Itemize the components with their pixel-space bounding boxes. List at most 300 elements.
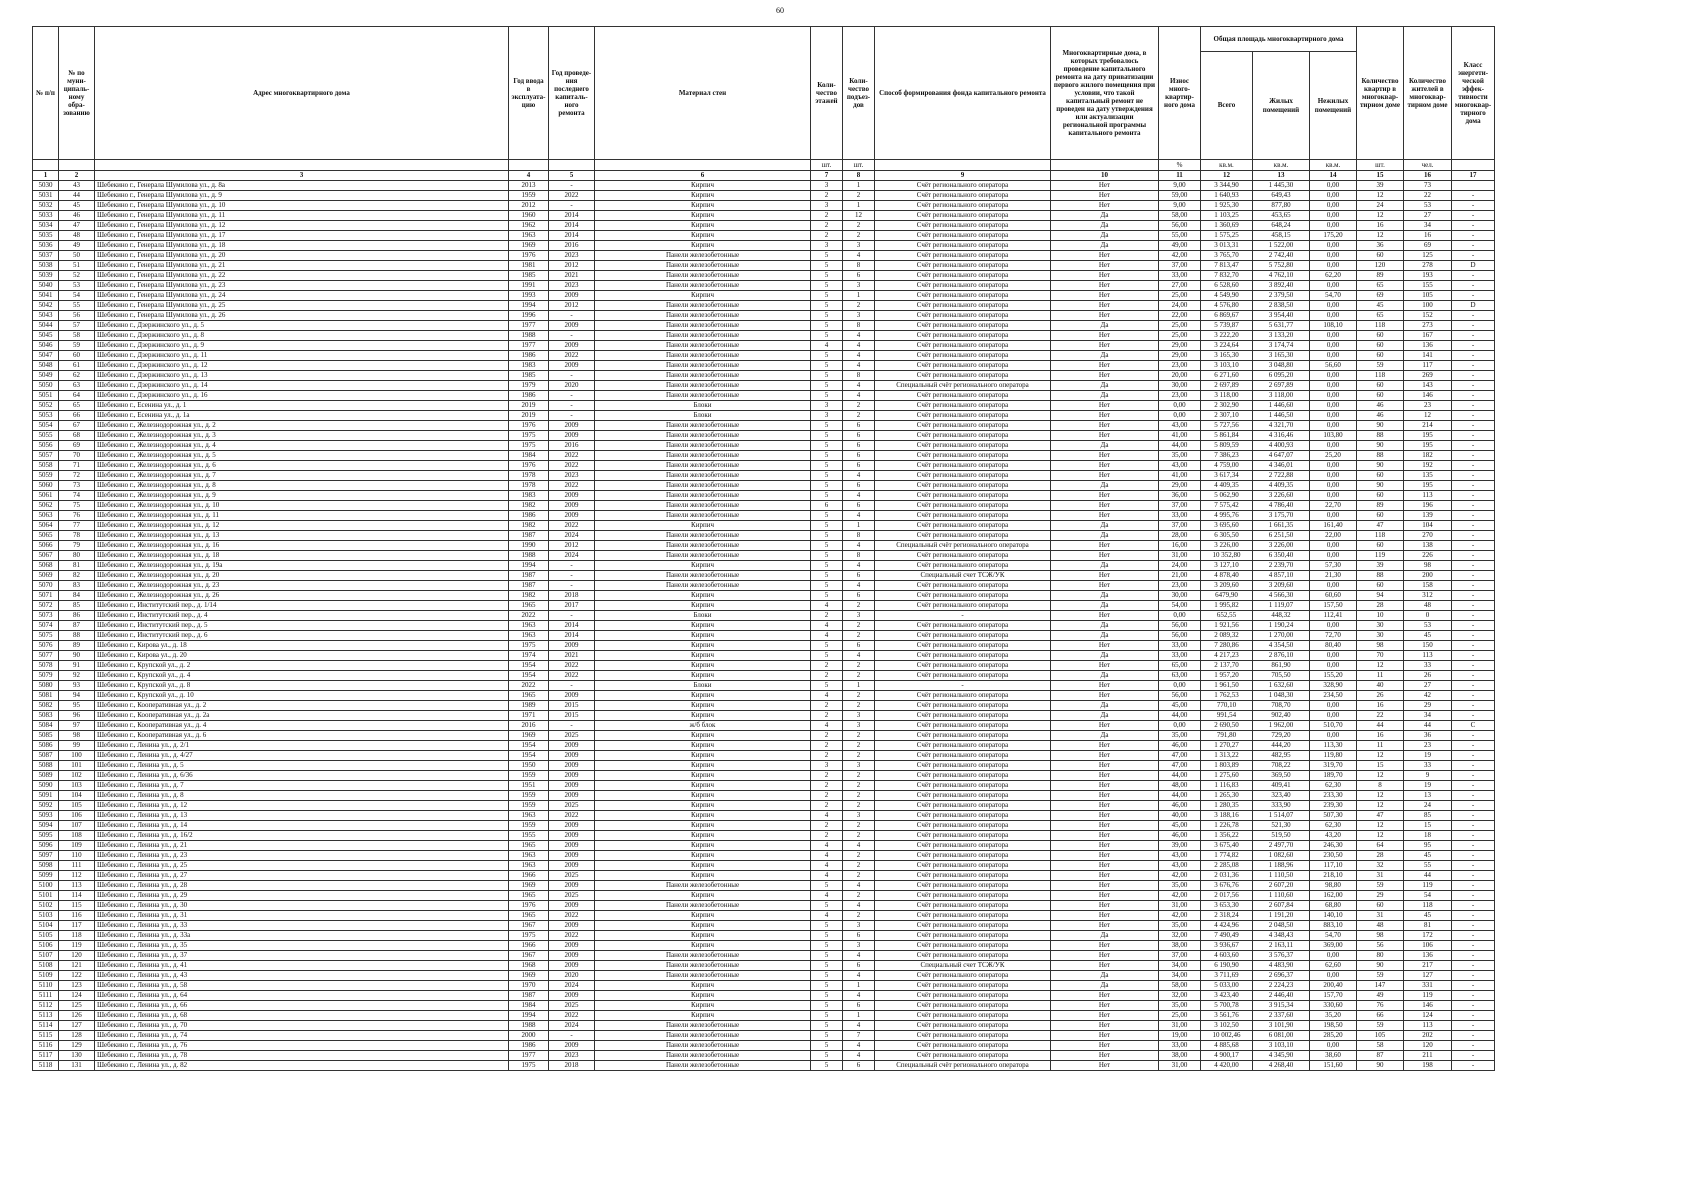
area-residential-cell: 369,50 xyxy=(1253,771,1310,781)
wear-percent-cell: 29,00 xyxy=(1159,341,1201,351)
residents-cell: 195 xyxy=(1404,441,1452,451)
last-repair-year-cell: 2022 xyxy=(549,931,595,941)
entrances-cell: 2 xyxy=(843,191,875,201)
area-nonresidential-cell: 510,70 xyxy=(1310,721,1357,731)
wear-percent-cell: 44,00 xyxy=(1159,711,1201,721)
residents-cell: 198 xyxy=(1404,1061,1452,1071)
apartments-cell: 98 xyxy=(1357,931,1404,941)
area-residential-cell: 4 786,40 xyxy=(1253,501,1310,511)
municipal-number-cell: 64 xyxy=(59,391,95,401)
table-row xyxy=(33,191,1495,201)
energy-class-cell: - xyxy=(1452,881,1495,891)
entrances-cell: 3 xyxy=(843,921,875,931)
apartments-cell: 69 xyxy=(1357,291,1404,301)
last-repair-year-cell: 2025 xyxy=(549,731,595,741)
table-row xyxy=(33,781,1495,791)
address-cell: Шебекино г., Железнодорожная ул., д. 3 xyxy=(95,431,509,441)
last-repair-year-cell: 2009 xyxy=(549,491,595,501)
area-total-cell: 1 265,30 xyxy=(1201,791,1253,801)
year-built-cell: 1968 xyxy=(509,961,549,971)
floors-cell: 2 xyxy=(811,821,843,831)
column-number-cell: 12 xyxy=(1201,171,1253,181)
repair-required-cell: Нет xyxy=(1051,271,1159,281)
table-row xyxy=(33,421,1495,431)
residents-cell: 136 xyxy=(1404,951,1452,961)
wall-material-cell: Кирпич xyxy=(595,631,811,641)
entrances-cell: 4 xyxy=(843,901,875,911)
row-index-cell: 5113 xyxy=(33,1011,59,1021)
row-index-cell: 5051 xyxy=(33,391,59,401)
year-built-cell: 2019 xyxy=(509,411,549,421)
fund-method-cell: Счёт регионального оператора xyxy=(875,581,1051,591)
residents-cell: 9 xyxy=(1404,771,1452,781)
area-nonresidential-cell: 0,00 xyxy=(1310,951,1357,961)
residents-cell: 193 xyxy=(1404,271,1452,281)
area-residential-cell: 4 268,40 xyxy=(1253,1061,1310,1071)
entrances-cell: 4 xyxy=(843,561,875,571)
repair-required-cell: Нет xyxy=(1051,751,1159,761)
row-index-cell: 5035 xyxy=(33,231,59,241)
energy-class-cell: - xyxy=(1452,1021,1495,1031)
floors-cell: 3 xyxy=(811,401,843,411)
wall-material-cell: Кирпич xyxy=(595,671,811,681)
wear-percent-cell: 34,00 xyxy=(1159,971,1201,981)
wear-percent-cell: 43,00 xyxy=(1159,851,1201,861)
table-row xyxy=(33,701,1495,711)
municipal-number-cell: 74 xyxy=(59,491,95,501)
floors-cell: 2 xyxy=(811,731,843,741)
last-repair-year-cell: 2009 xyxy=(549,851,595,861)
area-total-cell: 2 089,32 xyxy=(1201,631,1253,641)
last-repair-year-cell: 2024 xyxy=(549,981,595,991)
area-total-cell: 6 528,60 xyxy=(1201,281,1253,291)
last-repair-year-cell: 2009 xyxy=(549,991,595,1001)
area-residential-cell: 4 762,10 xyxy=(1253,271,1310,281)
residents-cell: 98 xyxy=(1404,561,1452,571)
energy-class-cell: - xyxy=(1452,801,1495,811)
floors-cell: 5 xyxy=(811,1041,843,1051)
year-built-cell: 1963 xyxy=(509,231,549,241)
repair-required-cell: Нет xyxy=(1051,1001,1159,1011)
apartments-cell: 36 xyxy=(1357,241,1404,251)
area-nonresidential-cell: 0,00 xyxy=(1310,251,1357,261)
table-row xyxy=(33,471,1495,481)
entrances-cell: 2 xyxy=(843,671,875,681)
fund-method-cell: Счёт регионального оператора xyxy=(875,231,1051,241)
wear-percent-cell: 34,00 xyxy=(1159,961,1201,971)
apartments-cell: 120 xyxy=(1357,261,1404,271)
wear-percent-cell: 33,00 xyxy=(1159,641,1201,651)
address-cell: Шебекино г., Дзержинского ул., д. 16 xyxy=(95,391,509,401)
residents-cell: 278 xyxy=(1404,261,1452,271)
wall-material-cell: Блоки xyxy=(595,401,811,411)
wall-material-cell: Панели железобетонные xyxy=(595,391,811,401)
address-cell: Шебекино г., Железнодорожная ул., д. 6 xyxy=(95,461,509,471)
municipal-number-cell: 90 xyxy=(59,651,95,661)
address-cell: Шебекино г., Крупской ул., д. 10 xyxy=(95,691,509,701)
area-residential-cell: 1 110,50 xyxy=(1253,871,1310,881)
unit-cell xyxy=(1051,160,1159,171)
area-total-cell: 791,80 xyxy=(1201,731,1253,741)
fund-method-cell: Счёт регионального оператора xyxy=(875,371,1051,381)
fund-method-cell: Счёт регионального оператора xyxy=(875,641,1051,651)
wear-percent-cell: 35,00 xyxy=(1159,1001,1201,1011)
area-nonresidential-cell: 507,30 xyxy=(1310,811,1357,821)
wall-material-cell: Кирпич xyxy=(595,181,811,191)
last-repair-year-cell: 2023 xyxy=(549,1051,595,1061)
row-index-cell: 5114 xyxy=(33,1021,59,1031)
municipal-number-cell: 97 xyxy=(59,721,95,731)
table-row xyxy=(33,771,1495,781)
wear-percent-cell: 44,00 xyxy=(1159,441,1201,451)
address-cell: Шебекино г., Железнодорожная ул., д. 11 xyxy=(95,511,509,521)
wall-material-cell: Кирпич xyxy=(595,801,811,811)
area-nonresidential-cell: 319,70 xyxy=(1310,761,1357,771)
energy-class-cell: - xyxy=(1452,601,1495,611)
apartments-cell: 65 xyxy=(1357,311,1404,321)
area-nonresidential-cell: 230,50 xyxy=(1310,851,1357,861)
energy-class-cell: - xyxy=(1452,1031,1495,1041)
last-repair-year-cell: 2009 xyxy=(549,961,595,971)
table-row xyxy=(33,1051,1495,1061)
energy-class-cell: - xyxy=(1452,821,1495,831)
area-residential-cell: 1 082,60 xyxy=(1253,851,1310,861)
floors-cell: 5 xyxy=(811,951,843,961)
residents-cell: 13 xyxy=(1404,791,1452,801)
row-index-cell: 5066 xyxy=(33,541,59,551)
year-built-cell: 1954 xyxy=(509,671,549,681)
residents-cell: 195 xyxy=(1404,431,1452,441)
fund-method-cell: Счёт регионального оператора xyxy=(875,951,1051,961)
table-row xyxy=(33,571,1495,581)
area-total-cell: 1 275,60 xyxy=(1201,771,1253,781)
header-apartments: Количество квартир в многоквар-тирном доме xyxy=(1357,27,1404,160)
residents-cell: 172 xyxy=(1404,931,1452,941)
entrances-cell: 6 xyxy=(843,641,875,651)
last-repair-year-cell: 2009 xyxy=(549,781,595,791)
municipal-number-cell: 66 xyxy=(59,411,95,421)
wear-percent-cell: 56,00 xyxy=(1159,631,1201,641)
wear-percent-cell: 32,00 xyxy=(1159,991,1201,1001)
wall-material-cell: Кирпич xyxy=(595,211,811,221)
municipal-number-cell: 53 xyxy=(59,281,95,291)
row-index-cell: 5118 xyxy=(33,1061,59,1071)
area-nonresidential-cell: 60,60 xyxy=(1310,591,1357,601)
address-cell: Шебекино г., Железнодорожная ул., д. 10 xyxy=(95,501,509,511)
fund-method-cell: Счёт регионального оператора xyxy=(875,1001,1051,1011)
apartments-cell: 60 xyxy=(1357,341,1404,351)
column-number-cell: 15 xyxy=(1357,171,1404,181)
area-residential-cell: 729,20 xyxy=(1253,731,1310,741)
address-cell: Шебекино г., Ленина ул., д. 7 xyxy=(95,781,509,791)
floors-cell: 5 xyxy=(811,921,843,931)
fund-method-cell: Счёт регионального оператора xyxy=(875,481,1051,491)
table-row xyxy=(33,861,1495,871)
area-nonresidential-cell: 246,30 xyxy=(1310,841,1357,851)
energy-class-cell: - xyxy=(1452,481,1495,491)
municipal-number-cell: 102 xyxy=(59,771,95,781)
wall-material-cell: Панели железобетонные xyxy=(595,281,811,291)
wear-percent-cell: 0,00 xyxy=(1159,611,1201,621)
energy-class-cell: - xyxy=(1452,401,1495,411)
residents-cell: 23 xyxy=(1404,401,1452,411)
row-index-cell: 5089 xyxy=(33,771,59,781)
floors-cell: 5 xyxy=(811,941,843,951)
year-built-cell: 1977 xyxy=(509,1051,549,1061)
address-cell: Шебекино г., Генерала Шумилова ул., д. 24 xyxy=(95,291,509,301)
repair-required-cell: Нет xyxy=(1051,741,1159,751)
last-repair-year-cell: 2009 xyxy=(549,421,595,431)
repair-required-cell: Да xyxy=(1051,391,1159,401)
area-nonresidential-cell: 98,80 xyxy=(1310,881,1357,891)
entrances-cell: 3 xyxy=(843,311,875,321)
apartments-cell: 60 xyxy=(1357,541,1404,551)
residents-cell: 182 xyxy=(1404,451,1452,461)
row-index-cell: 5105 xyxy=(33,931,59,941)
table-row xyxy=(33,311,1495,321)
energy-class-cell: - xyxy=(1452,241,1495,251)
wall-material-cell: Панели железобетонные xyxy=(595,511,811,521)
apartments-cell: 80 xyxy=(1357,951,1404,961)
energy-class-cell: - xyxy=(1452,321,1495,331)
table-row xyxy=(33,1021,1495,1031)
area-total-cell: 4 995,76 xyxy=(1201,511,1253,521)
last-repair-year-cell: 2022 xyxy=(549,521,595,531)
area-nonresidential-cell: 72,70 xyxy=(1310,631,1357,641)
table-row xyxy=(33,211,1495,221)
year-built-cell: 1990 xyxy=(509,541,549,551)
wall-material-cell: Панели железобетонные xyxy=(595,311,811,321)
area-total-cell: 3 222,20 xyxy=(1201,331,1253,341)
row-index-cell: 5055 xyxy=(33,431,59,441)
address-cell: Шебекино г., Генерала Шумилова ул., д. 11 xyxy=(95,211,509,221)
energy-class-cell: - xyxy=(1452,921,1495,931)
year-built-cell: 1996 xyxy=(509,311,549,321)
area-total-cell: 10 002,46 xyxy=(1201,1031,1253,1041)
address-cell: Шебекино г., Ленина ул., д. 41 xyxy=(95,961,509,971)
floors-cell: 5 xyxy=(811,371,843,381)
entrances-cell: 4 xyxy=(843,381,875,391)
address-cell: Шебекино г., Ленина ул., д. 31 xyxy=(95,911,509,921)
column-number-cell: 6 xyxy=(595,171,811,181)
wall-material-cell: Панели железобетонные xyxy=(595,261,811,271)
table-row xyxy=(33,961,1495,971)
area-residential-cell: 3 209,60 xyxy=(1253,581,1310,591)
area-residential-cell: 4 400,93 xyxy=(1253,441,1310,451)
address-cell: Шебекино г., Ленина ул., д. 70 xyxy=(95,1021,509,1031)
row-index-cell: 5061 xyxy=(33,491,59,501)
wear-percent-cell: 42,00 xyxy=(1159,891,1201,901)
year-built-cell: 1987 xyxy=(509,991,549,1001)
energy-class-cell: - xyxy=(1452,291,1495,301)
row-index-cell: 5117 xyxy=(33,1051,59,1061)
area-total-cell: 1 921,56 xyxy=(1201,621,1253,631)
header-repair-required: Многоквартирные дома, в которых требовалось проведение капитального ремонта на дату приватизации первого жилого помещения при условии, что такой капитальный ремонт не проведен на дату утверждения или актуализации региональной программы капитального ремонта xyxy=(1051,27,1159,160)
row-index-cell: 5109 xyxy=(33,971,59,981)
fund-method-cell: Счёт регионального оператора xyxy=(875,1021,1051,1031)
entrances-cell: 3 xyxy=(843,281,875,291)
repair-required-cell: Нет xyxy=(1051,461,1159,471)
wall-material-cell: Кирпич xyxy=(595,891,811,901)
table-row xyxy=(33,1061,1495,1071)
address-cell: Шебекино г., Железнодорожная ул., д. 19а xyxy=(95,561,509,571)
area-residential-cell: 4 321,70 xyxy=(1253,421,1310,431)
year-built-cell: 1984 xyxy=(509,451,549,461)
last-repair-year-cell: 2017 xyxy=(549,601,595,611)
area-nonresidential-cell: 0,00 xyxy=(1310,421,1357,431)
unit-cell: кв.м. xyxy=(1201,160,1253,171)
area-residential-cell: 1 445,30 xyxy=(1253,181,1310,191)
fund-method-cell: Счёт регионального оператора xyxy=(875,841,1051,851)
residents-cell: 81 xyxy=(1404,921,1452,931)
wall-material-cell: Панели железобетонные xyxy=(595,451,811,461)
area-total-cell: 2 697,89 xyxy=(1201,381,1253,391)
address-cell: Шебекино г., Институтский пер., д. 1/14 xyxy=(95,601,509,611)
area-residential-cell: 1 962,00 xyxy=(1253,721,1310,731)
repair-required-cell: Нет xyxy=(1051,681,1159,691)
energy-class-cell: - xyxy=(1452,431,1495,441)
wear-percent-cell: 59,00 xyxy=(1159,191,1201,201)
area-total-cell: 3 127,10 xyxy=(1201,561,1253,571)
row-index-cell: 5033 xyxy=(33,211,59,221)
area-residential-cell: 3 133,20 xyxy=(1253,331,1310,341)
residents-cell: 29 xyxy=(1404,701,1452,711)
area-residential-cell: 2 696,37 xyxy=(1253,971,1310,981)
floors-cell: 5 xyxy=(811,1001,843,1011)
area-nonresidential-cell: 0,00 xyxy=(1310,441,1357,451)
row-index-cell: 5068 xyxy=(33,561,59,571)
address-cell: Шебекино г., Ленина ул., д. 76 xyxy=(95,1041,509,1051)
last-repair-year-cell: 2009 xyxy=(549,771,595,781)
table-row xyxy=(33,351,1495,361)
area-residential-cell: 4 346,01 xyxy=(1253,461,1310,471)
address-cell: Шебекино г., Кооперативная ул., д. 6 xyxy=(95,731,509,741)
address-cell: Шебекино г., Железнодорожная ул., д. 12 xyxy=(95,521,509,531)
repair-required-cell: Да xyxy=(1051,981,1159,991)
table-row xyxy=(33,891,1495,901)
area-total-cell: 4 900,17 xyxy=(1201,1051,1253,1061)
municipal-number-cell: 62 xyxy=(59,371,95,381)
wear-percent-cell: 49,00 xyxy=(1159,241,1201,251)
fund-method-cell: Счёт регионального оператора xyxy=(875,341,1051,351)
year-built-cell: 1994 xyxy=(509,561,549,571)
table-row xyxy=(33,1011,1495,1021)
year-built-cell: 1963 xyxy=(509,811,549,821)
floors-cell: 3 xyxy=(811,201,843,211)
area-nonresidential-cell: 62,60 xyxy=(1310,961,1357,971)
wear-percent-cell: 40,00 xyxy=(1159,811,1201,821)
area-total-cell: 5 739,87 xyxy=(1201,321,1253,331)
row-index-cell: 5032 xyxy=(33,201,59,211)
residents-cell: 48 xyxy=(1404,601,1452,611)
last-repair-year-cell: 2009 xyxy=(549,741,595,751)
floors-cell: 2 xyxy=(811,231,843,241)
apartments-cell: 65 xyxy=(1357,281,1404,291)
apartments-cell: 28 xyxy=(1357,601,1404,611)
wall-material-cell: Панели железобетонные xyxy=(595,901,811,911)
energy-class-cell: C xyxy=(1452,721,1495,731)
table-row xyxy=(33,221,1495,231)
repair-required-cell: Нет xyxy=(1051,641,1159,651)
entrances-cell: 1 xyxy=(843,181,875,191)
unit-cell: шт. xyxy=(811,160,843,171)
wall-material-cell: Панели железобетонные xyxy=(595,301,811,311)
floors-cell: 2 xyxy=(811,781,843,791)
entrances-cell: 2 xyxy=(843,691,875,701)
municipal-number-cell: 116 xyxy=(59,911,95,921)
apartments-cell: 119 xyxy=(1357,551,1404,561)
municipal-number-cell: 77 xyxy=(59,521,95,531)
address-cell: Шебекино г., Ленина ул., д. 2/1 xyxy=(95,741,509,751)
entrances-cell: 1 xyxy=(843,291,875,301)
floors-cell: 4 xyxy=(811,621,843,631)
last-repair-year-cell: 2009 xyxy=(549,951,595,961)
apartments-cell: 15 xyxy=(1357,761,1404,771)
apartments-cell: 11 xyxy=(1357,671,1404,681)
wall-material-cell: Панели железобетонные xyxy=(595,381,811,391)
wear-percent-cell: 32,00 xyxy=(1159,931,1201,941)
wall-material-cell: Панели железобетонные xyxy=(595,551,811,561)
municipal-number-cell: 67 xyxy=(59,421,95,431)
repair-required-cell: Да xyxy=(1051,521,1159,531)
area-total-cell: 2 031,36 xyxy=(1201,871,1253,881)
area-nonresidential-cell: 57,30 xyxy=(1310,561,1357,571)
wear-percent-cell: 20,00 xyxy=(1159,371,1201,381)
energy-class-cell: - xyxy=(1452,751,1495,761)
municipal-number-cell: 58 xyxy=(59,331,95,341)
wear-percent-cell: 54,00 xyxy=(1159,601,1201,611)
area-nonresidential-cell: 68,80 xyxy=(1310,901,1357,911)
apartments-cell: 31 xyxy=(1357,911,1404,921)
energy-class-cell: - xyxy=(1452,981,1495,991)
floors-cell: 4 xyxy=(811,891,843,901)
floors-cell: 2 xyxy=(811,801,843,811)
energy-class-cell: - xyxy=(1452,941,1495,951)
repair-required-cell: Нет xyxy=(1051,191,1159,201)
address-cell: Шебекино г., Ленина ул., д. 13 xyxy=(95,811,509,821)
area-total-cell: 3 695,60 xyxy=(1201,521,1253,531)
area-residential-cell: 3 226,60 xyxy=(1253,491,1310,501)
last-repair-year-cell: - xyxy=(549,331,595,341)
floors-cell: 2 xyxy=(811,191,843,201)
energy-class-cell: - xyxy=(1452,281,1495,291)
area-total-cell: 3 224,64 xyxy=(1201,341,1253,351)
repair-required-cell: Нет xyxy=(1051,431,1159,441)
energy-class-cell: - xyxy=(1452,341,1495,351)
fund-method-cell: Счёт регионального оператора xyxy=(875,421,1051,431)
municipal-number-cell: 54 xyxy=(59,291,95,301)
area-nonresidential-cell: 0,00 xyxy=(1310,1041,1357,1051)
energy-class-cell: - xyxy=(1452,831,1495,841)
area-nonresidential-cell: 0,00 xyxy=(1310,391,1357,401)
year-built-cell: 1977 xyxy=(509,321,549,331)
header-area-nonresidential: Нежилых помещений xyxy=(1310,52,1357,160)
apartments-cell: 90 xyxy=(1357,441,1404,451)
unit-cell xyxy=(33,160,59,171)
column-number-cell: 2 xyxy=(59,171,95,181)
repair-required-cell: Нет xyxy=(1051,401,1159,411)
row-index-cell: 5076 xyxy=(33,641,59,651)
area-residential-cell: 1 514,07 xyxy=(1253,811,1310,821)
table-row xyxy=(33,851,1495,861)
repair-required-cell: Да xyxy=(1051,591,1159,601)
entrances-cell: 2 xyxy=(843,801,875,811)
last-repair-year-cell: 2024 xyxy=(549,551,595,561)
area-residential-cell: 409,41 xyxy=(1253,781,1310,791)
floors-cell: 4 xyxy=(811,911,843,921)
residents-cell: 69 xyxy=(1404,241,1452,251)
entrances-cell: 2 xyxy=(843,791,875,801)
